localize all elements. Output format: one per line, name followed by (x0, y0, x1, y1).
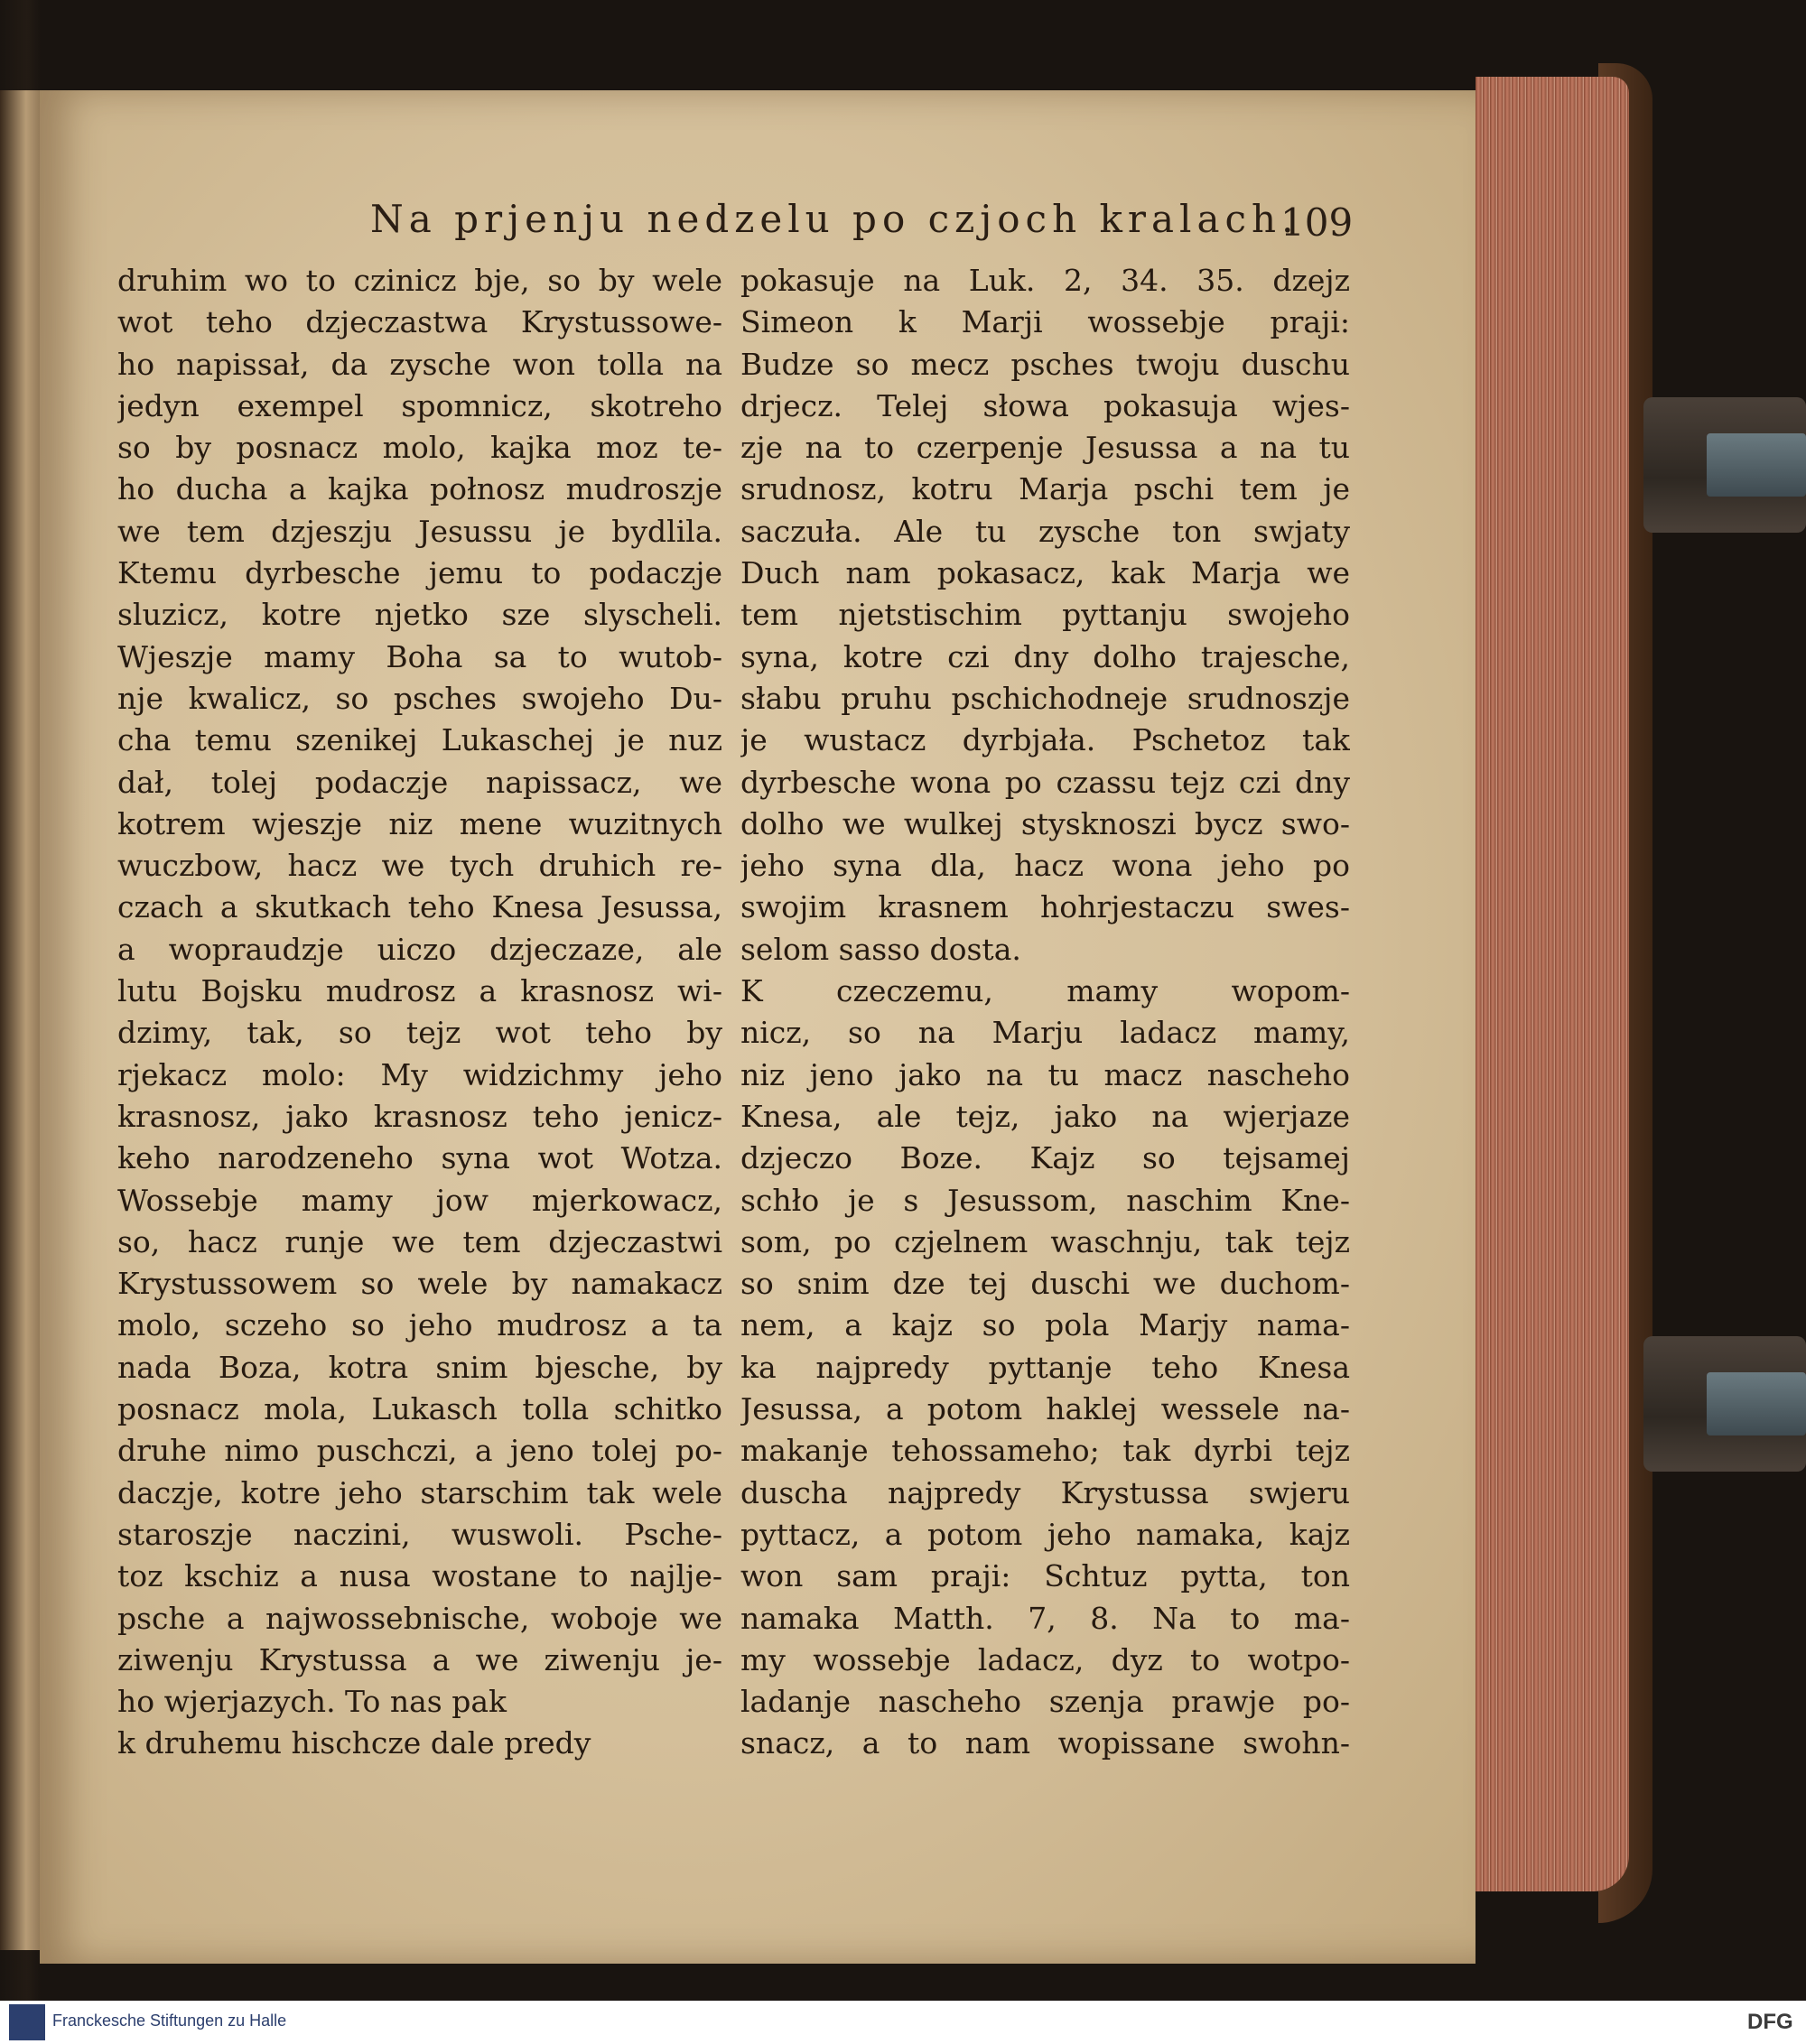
page-edges (1476, 77, 1629, 1891)
facing-page-edge (0, 90, 43, 1950)
text-line: k druhemu hischcze dale predy (117, 1725, 591, 1761)
text-line: K czeczemu, mamy wopom- (740, 973, 1350, 1009)
text-line: jedyn exempel spomnicz, skotreho (117, 387, 722, 423)
text-line: syna, kotre czi dny dolho trajesche, (740, 638, 1350, 674)
text-line: Krystussowem so wele by namakacz (117, 1266, 722, 1302)
upper-clasp (1643, 397, 1806, 533)
text-line: ho napissał, da zysche won tolla na (117, 346, 722, 382)
text-line: Simeon k Marji wossebje praji: (740, 304, 1350, 340)
text-line: dyrbesche wona po czassu tejz czi dny (740, 764, 1350, 800)
text-line: namaka Matth. 7, 8. Na to ma- (740, 1600, 1350, 1636)
text-line: posnacz mola, Lukasch tolla schitko (117, 1391, 722, 1427)
text-line: selom sasso dosta. (740, 931, 1021, 967)
text-line: pokasuje na Luk. 2, 34. 35. dzejz (740, 263, 1350, 298)
text-line: sluzicz, kotre njetko sze slyscheli. (117, 597, 722, 633)
text-line: dolho we wulkej stysknoszi bycz swo- (740, 805, 1350, 841)
text-line: so snim dze tej duschi we duchom- (740, 1266, 1350, 1302)
left-text-column (117, 260, 722, 1765)
text-line: ka najpredy pyttanje teho Knesa (740, 1349, 1350, 1385)
text-line: keho narodzeneho syna wot Wotza. (117, 1140, 722, 1176)
text-line: my wossebje ladacz, dyz to wotpo- (740, 1641, 1350, 1677)
text-line: som, po czjelnem waschnju, tak tejz (740, 1223, 1350, 1259)
text-line: Knesa, ale tejz, jako na wjerjaze (740, 1098, 1350, 1134)
text-line: dzimy, tak, so tejz wot teho by (117, 1015, 722, 1051)
text-line: je wustacz dyrbjała. Pschetoz tak (740, 722, 1350, 758)
text-line: nicz, so na Marju ladacz mamy, (740, 1015, 1350, 1051)
viewer-footer (0, 2001, 1806, 2044)
text-line: staroszje naczini, wuswoli. Psche- (117, 1516, 722, 1552)
lower-clasp-metal (1707, 1372, 1806, 1435)
text-line: ladanje nascheho szenja prawje po- (740, 1684, 1350, 1720)
text-line: dał, tolej podaczje napissacz, we (117, 764, 722, 800)
text-line: tem njetstischim pyttanju swojeho (740, 597, 1350, 633)
text-line: duscha najpredy Krystussa swjeru (740, 1474, 1350, 1510)
text-line: pyttacz, a potom jeho namaka, kajz (740, 1516, 1350, 1552)
text-line: saczuła. Ale tu zysche ton swjaty (740, 513, 1350, 549)
text-line: dzjeczo Boze. Kajz so tejsamej (740, 1140, 1350, 1176)
text-line: psche a najwossebnische, woboje we (117, 1600, 722, 1636)
text-line: ziwenju Krystussa a we ziwenju je- (117, 1641, 722, 1677)
text-line: cha temu szenikej Lukaschej je nuz (117, 722, 722, 758)
text-line: lutu Bojsku mudrosz a krasnosz wi- (117, 973, 722, 1009)
text-line: swojim krasnem hohrjestaczu swes- (740, 889, 1350, 925)
text-line: czach a skutkach teho Knesa Jesussa, (117, 889, 722, 925)
text-line: so, hacz runje we tem dzjeczastwi (117, 1223, 722, 1259)
upper-clasp-metal (1707, 433, 1806, 497)
text-line: daczje, kotre jeho starschim tak wele (117, 1474, 722, 1510)
text-line: druhim wo to czinicz bje, so by wele (117, 263, 722, 298)
text-line: Budze so mecz psches twoju duschu (740, 346, 1350, 382)
text-line: nada Boza, kotra snim bjesche, by (117, 1349, 722, 1385)
text-line: Ktemu dyrbesche jemu to podaczje (117, 555, 722, 591)
text-line: druhe nimo puschczi, a jeno tolej po- (117, 1433, 722, 1469)
text-line: nem, a kajz so pola Marjy nama- (740, 1307, 1350, 1343)
text-line: kotrem wjeszje niz mene wuzitnych (117, 805, 722, 841)
funder-logo: DFG (1747, 2010, 1793, 2034)
text-line: we tem dzjeszju Jesussu je bydlila. (117, 513, 722, 549)
text-line: jeho syna dla, hacz wona jeho po (740, 848, 1350, 884)
text-line: zje na to czerpenje Jesussa a na tu (740, 430, 1350, 466)
text-line: wot teho dzjeczastwa Krystussowe- (117, 304, 722, 340)
running-title: Na prjenju nedzelu po czjoch kralach. (370, 197, 1299, 241)
text-line: a wopraudzje uiczo dzjeczaze, ale (117, 931, 722, 967)
institution-logo-icon (9, 2004, 45, 2040)
right-text-column (740, 260, 1350, 1765)
page-number: 109 (1280, 200, 1354, 245)
text-line: Wjeszje mamy Boha sa to wutob- (117, 638, 722, 674)
text-line: snacz, a to nam wopissane swohn- (740, 1725, 1350, 1761)
text-line: molo, sczeho so jeho mudrosz a ta (117, 1307, 722, 1343)
lower-clasp (1643, 1336, 1806, 1472)
text-line: so by posnacz molo, kajka moz te- (117, 430, 722, 466)
text-line: makanje tehossameho; tak dyrbi tejz (740, 1433, 1350, 1469)
text-line: toz kschiz a nusa wostane to najlje- (117, 1558, 722, 1594)
text-line: słabu pruhu pschichodneje srudnoszje (740, 680, 1350, 716)
institution-name: Franckesche Stiftungen zu Halle (52, 2011, 287, 2030)
text-line: Jesussa, a potom haklej wessele na- (740, 1391, 1350, 1427)
text-line: wuczbow, hacz we tych druhich re- (117, 848, 722, 884)
text-line: niz jeno jako na tu macz nascheho (740, 1056, 1350, 1092)
text-line: drjecz. Telej słowa pokasuja wjes- (740, 387, 1350, 423)
text-line: srudnosz, kotru Marja pschi tem je (740, 471, 1350, 507)
text-line: won sam praji: Schtuz pytta, ton (740, 1558, 1350, 1594)
text-line: krasnosz, jako krasnosz teho jenicz- (117, 1098, 722, 1134)
text-line: Wossebje mamy jow mjerkowacz, (117, 1182, 722, 1218)
text-line: Duch nam pokasacz, kak Marja we (740, 555, 1350, 591)
text-line: schło je s Jesussom, naschim Kne- (740, 1182, 1350, 1218)
text-line: ho ducha a kajka połnosz mudroszje (117, 471, 722, 507)
text-line: ho wjerjazych. To nas pak (117, 1684, 507, 1720)
text-line: nje kwalicz, so psches swojeho Du- (117, 680, 722, 716)
text-line: rjekacz molo: My widzichmy jeho (117, 1056, 722, 1092)
